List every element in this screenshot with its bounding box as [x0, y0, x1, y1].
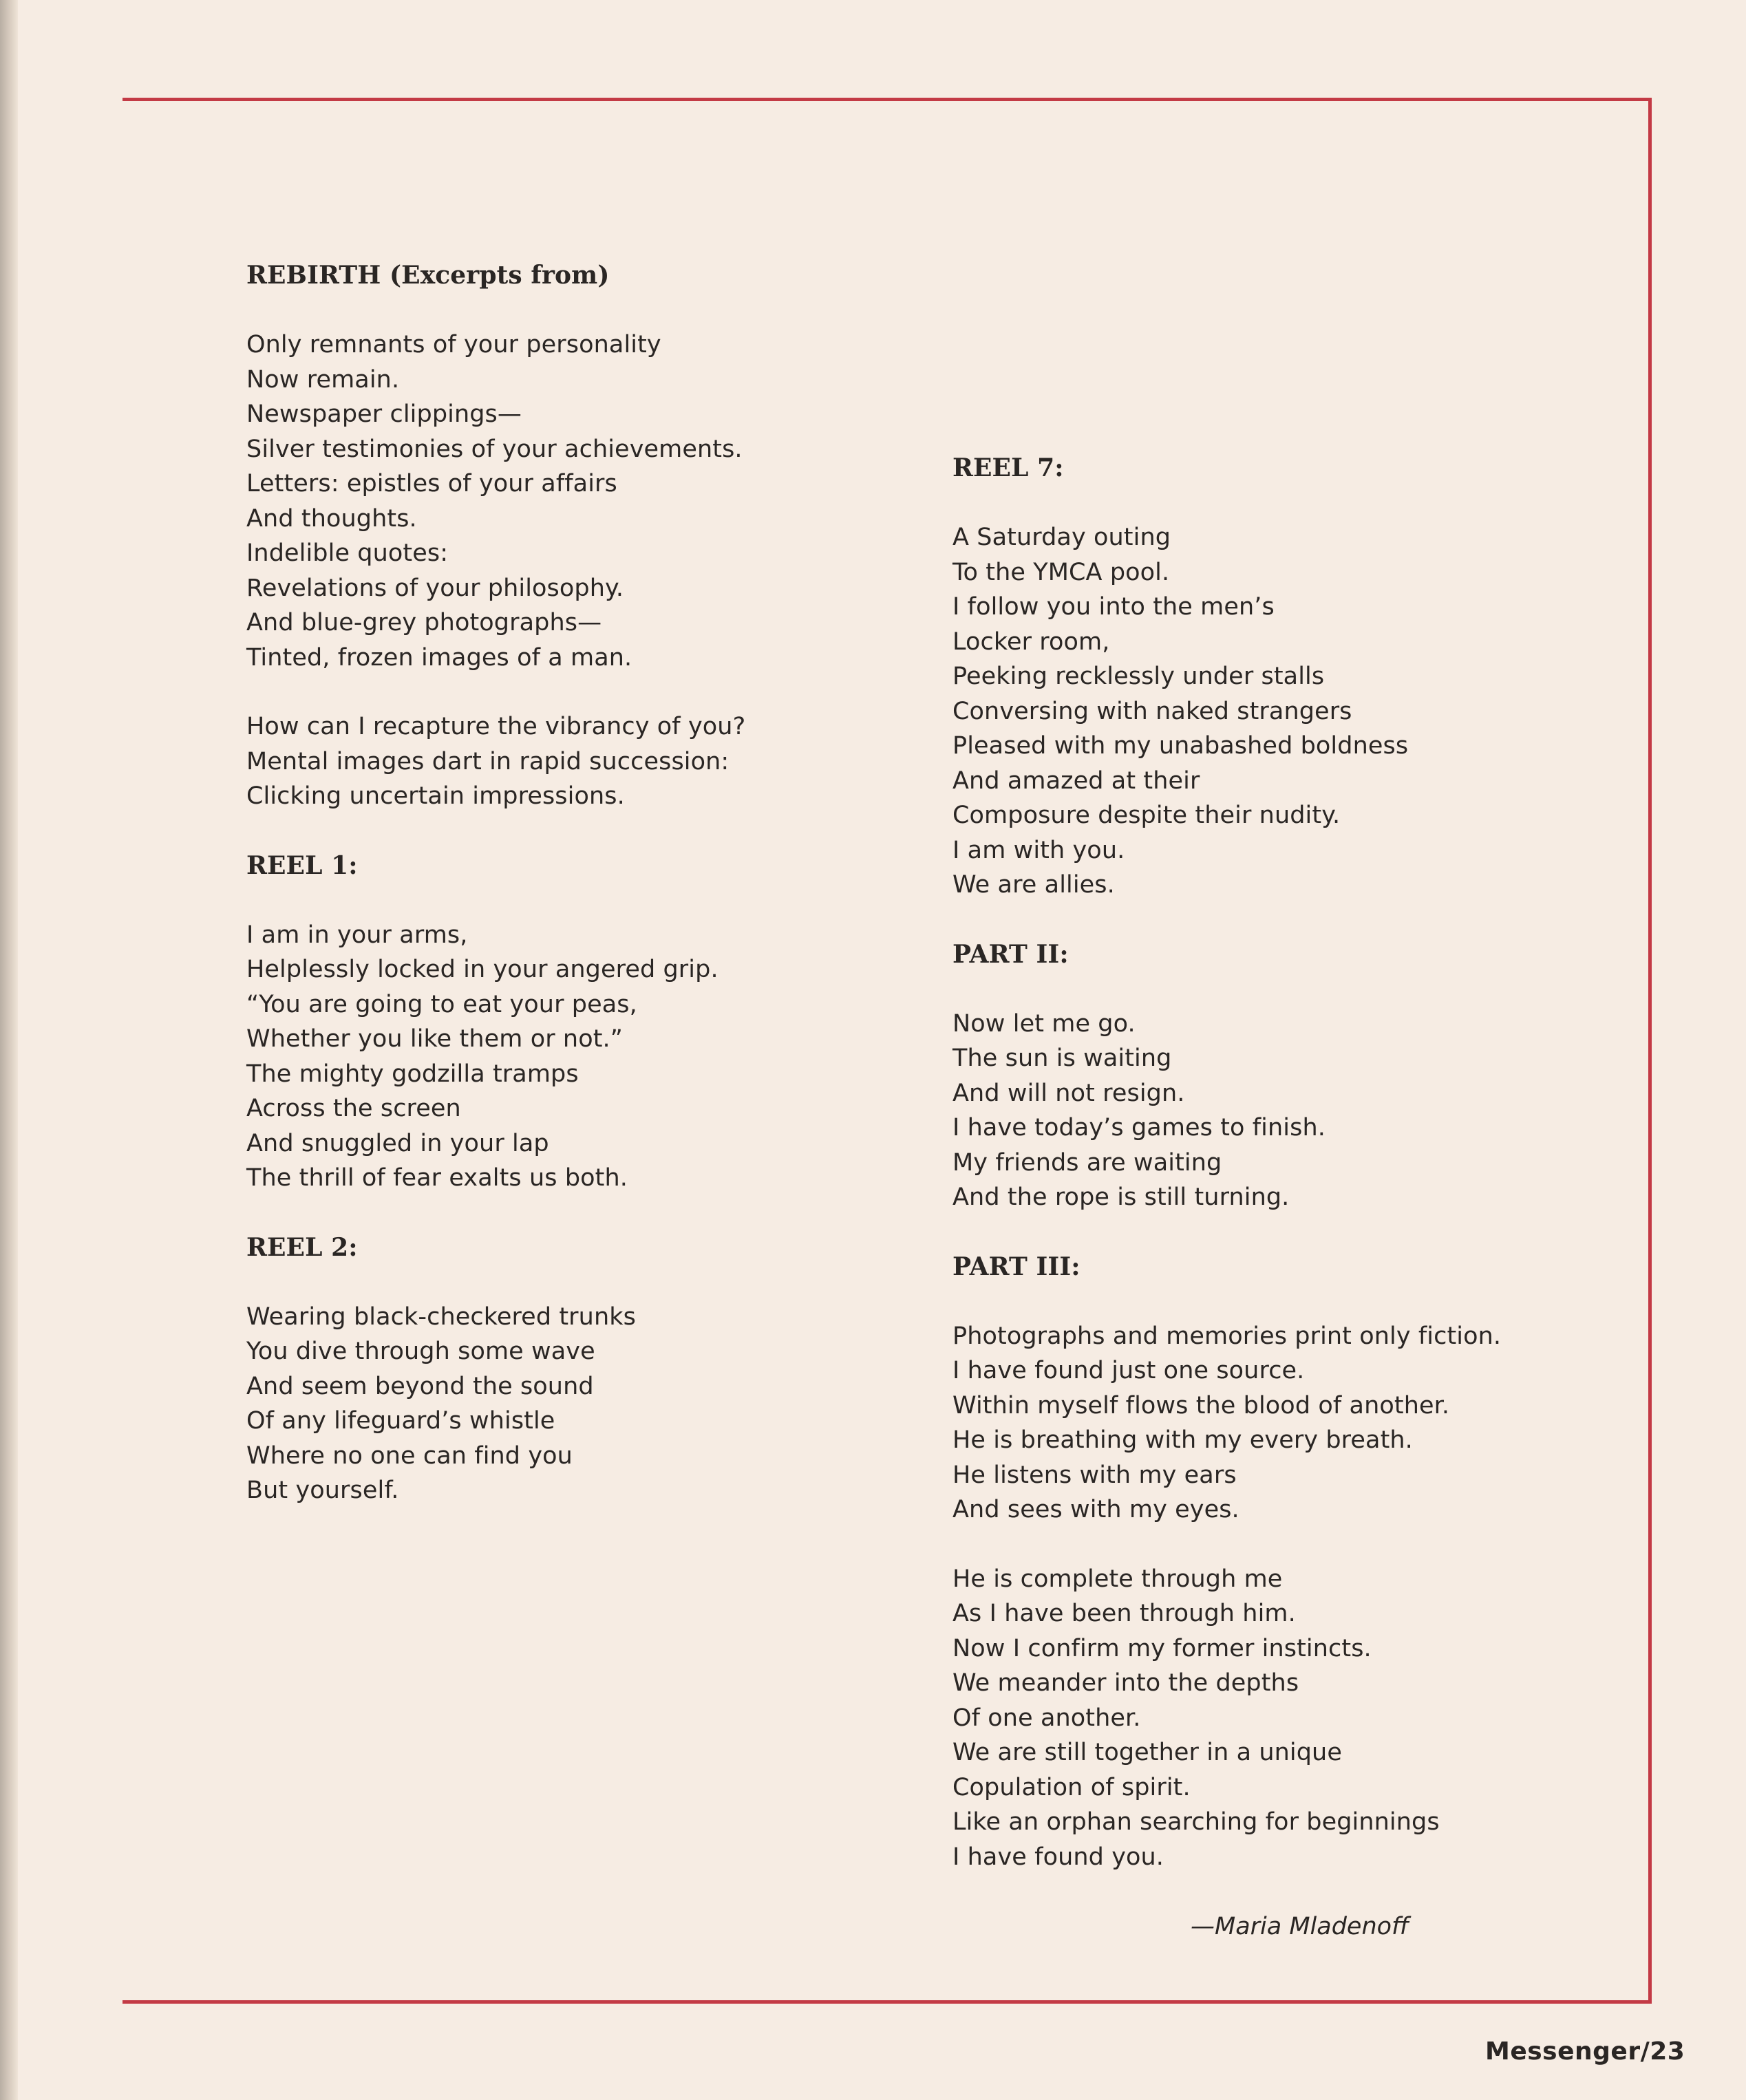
poem-line: Whether you like them or not.”	[246, 1025, 624, 1053]
poem-line: Silver testimonies of your achievements.	[246, 435, 743, 463]
poem-line: Of any lifeguard’s whistle	[246, 1407, 555, 1435]
poem-line: I follow you into the men’s	[952, 593, 1275, 621]
poem-line: And blue-grey photographs—	[246, 609, 602, 636]
poem-line: He is complete through me	[952, 1565, 1283, 1593]
poem-line: Photographs and memories print only fiction.	[952, 1322, 1502, 1350]
poem-line: And thoughts.	[246, 504, 417, 533]
poem-line: Clicking uncertain impressions.	[246, 782, 625, 810]
poem-line: You dive through some wave	[246, 1338, 595, 1365]
poem-line: Conversing with naked strangers	[952, 697, 1352, 725]
poem-line: Of one another.	[952, 1704, 1141, 1732]
left-column	[246, 258, 935, 1508]
reel7-stanza	[952, 520, 1572, 903]
poem-line: Copulation of spirit.	[952, 1773, 1191, 1801]
poem-line: How can I recapture the vibrancy of you?	[246, 713, 746, 740]
poem-line: Within myself flows the blood of another.	[952, 1391, 1450, 1419]
poem-line: Pleased with my unabashed boldness	[952, 732, 1409, 760]
poem-line: Across the screen	[246, 1095, 461, 1122]
poem-line: Now remain.	[246, 365, 400, 394]
poem-line: Where no one can find you	[246, 1442, 573, 1470]
poem-line: Tinted, frozen images of a man.	[246, 643, 632, 672]
poem-line: He is breathing with my every breath.	[952, 1426, 1413, 1454]
intro-stanza-2	[246, 709, 935, 814]
poem-line: But yourself.	[246, 1477, 399, 1504]
poem-line: Wearing black-checkered trunks	[246, 1303, 636, 1331]
reel1-heading: REEL 1:	[246, 850, 358, 880]
poem-line: Peeking recklessly under stalls	[952, 663, 1325, 690]
poem-title: REBIRTH (Excerpts from)	[246, 261, 610, 290]
reel1-stanza	[246, 918, 935, 1196]
reel2-heading: REEL 2:	[246, 1232, 358, 1262]
poem-line: I am with you.	[952, 836, 1125, 864]
book-binding-edge	[0, 0, 18, 2100]
part3-stanza-1	[952, 1319, 1572, 1528]
poem-line: I have today’s games to finish.	[952, 1114, 1326, 1142]
reel2-stanza	[246, 1300, 935, 1508]
poem-line: Indelible quotes:	[246, 539, 449, 567]
poem-line: Helplessly locked in your angered grip.	[246, 956, 718, 983]
poem-line: And snuggled in your lap	[246, 1129, 549, 1157]
poem-line: And seem beyond the sound	[246, 1372, 594, 1400]
poem-line: Locker room,	[952, 628, 1110, 656]
part2-stanza	[952, 1007, 1572, 1215]
poem-line: I am in your arms,	[246, 921, 468, 949]
poem-line: The thrill of fear exalts us both.	[246, 1164, 628, 1192]
poem-line: The sun is waiting	[952, 1044, 1172, 1072]
poem-line: Now let me go.	[952, 1009, 1136, 1038]
poem-line: And the rope is still turning.	[952, 1183, 1290, 1211]
poem-line: We meander into the depths	[952, 1669, 1299, 1697]
intro-stanza-1	[246, 328, 935, 675]
right-column	[952, 451, 1572, 1874]
reel7-heading: REEL 7:	[952, 453, 1064, 482]
poem-line: “You are going to eat your peas,	[246, 990, 637, 1018]
poem-line: To the YMCA pool.	[952, 558, 1170, 586]
poem-line: Letters: epistles of your affairs	[246, 470, 617, 497]
part3-stanza-2	[952, 1562, 1572, 1875]
poem-line: We are allies.	[952, 871, 1115, 899]
poem-line: And will not resign.	[952, 1079, 1185, 1107]
poem-line: My friends are waiting	[952, 1148, 1222, 1177]
poem-line: I have found just one source.	[952, 1357, 1305, 1384]
part2-heading: PART II:	[952, 939, 1069, 969]
poem-line: Like an orphan searching for beginnings	[952, 1808, 1440, 1836]
poem-line: Only remnants of your personality	[246, 331, 661, 358]
part3-heading: PART III:	[952, 1252, 1080, 1281]
poem-line: And amazed at their	[952, 767, 1200, 795]
poem-line: Mental images dart in rapid succession:	[246, 747, 730, 775]
poem-line: And sees with my eyes.	[952, 1496, 1239, 1523]
poem-line: Revelations of your philosophy.	[246, 574, 624, 602]
poem-line: A Saturday outing	[952, 524, 1171, 551]
poem-line: Now I confirm my former instincts.	[952, 1634, 1372, 1662]
poem-line: Composure despite their nudity.	[952, 802, 1341, 829]
poem-line: The mighty godzilla tramps	[246, 1060, 579, 1088]
poem-line: He listens with my ears	[952, 1461, 1237, 1489]
poem-line: As I have been through him.	[952, 1600, 1296, 1627]
poem-line: We are still together in a unique	[952, 1739, 1342, 1766]
author-attribution: —Maria Mladenoff	[1191, 1913, 1409, 1940]
page-footer-label: Messenger/23	[1485, 2037, 1685, 2066]
poem-line: I have found you.	[952, 1843, 1164, 1871]
poem-line: Newspaper clippings—	[246, 400, 522, 428]
